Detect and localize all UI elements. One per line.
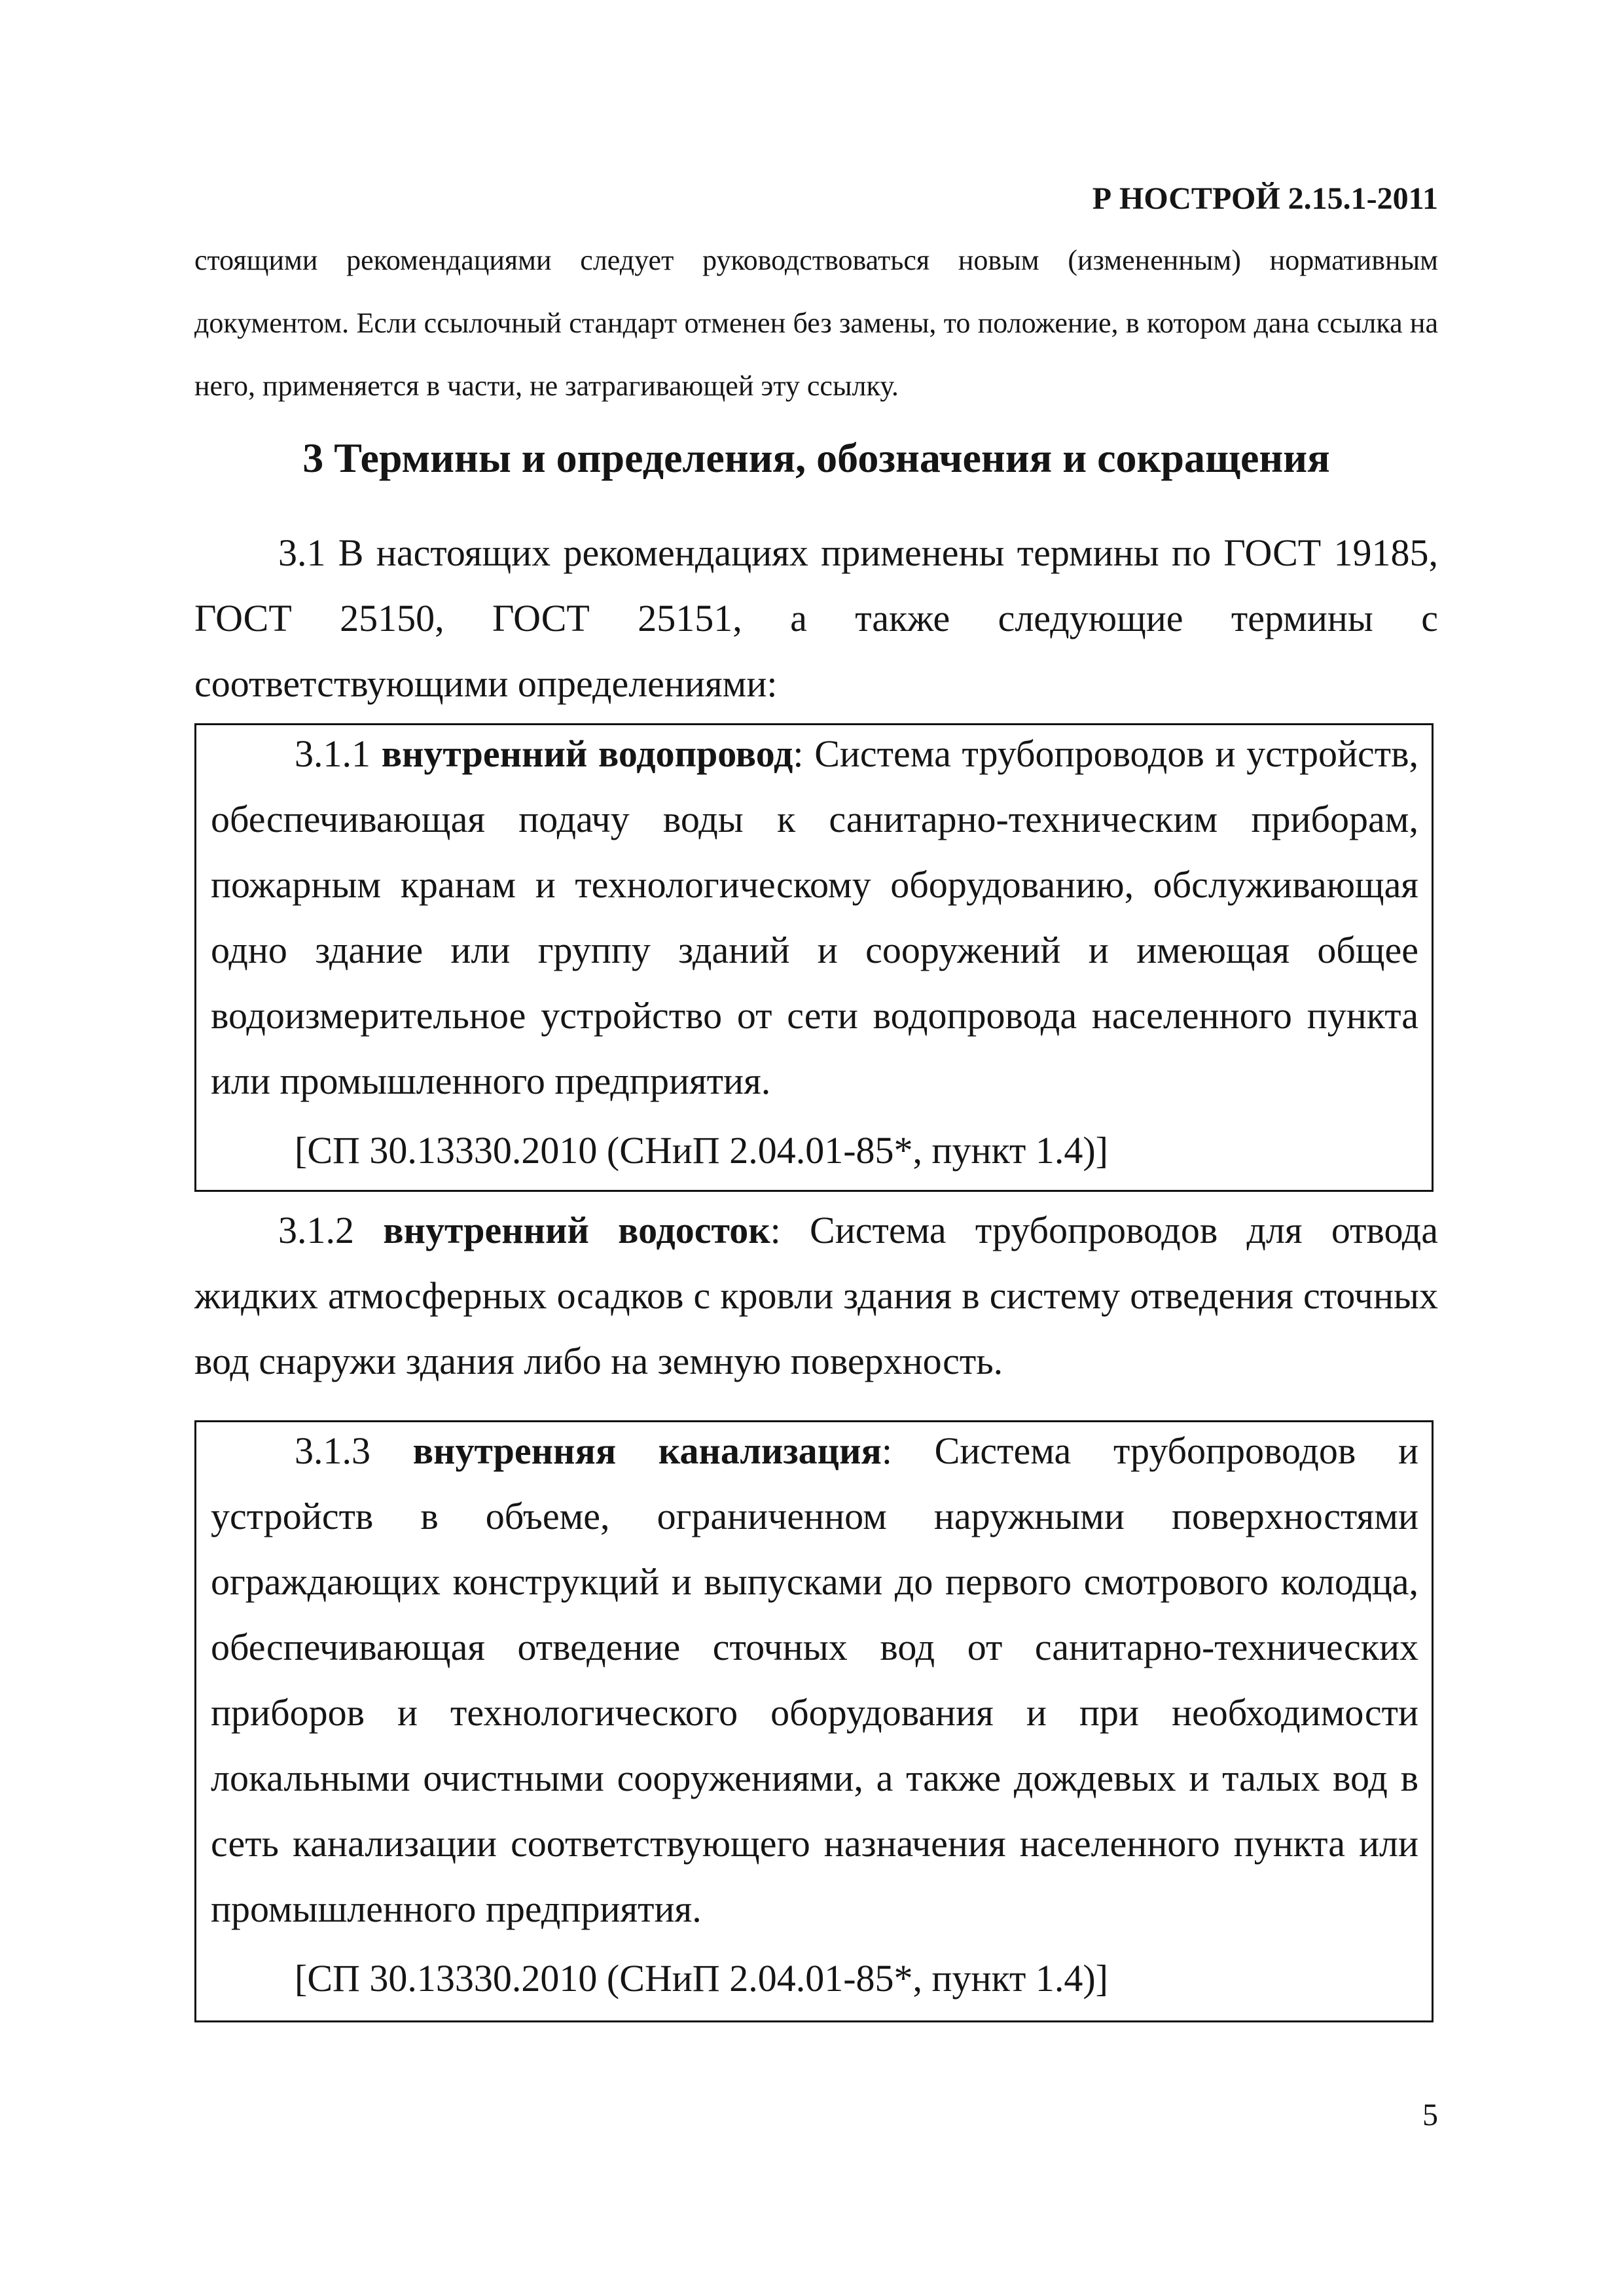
term-name: внутренний водосток: [383, 1209, 770, 1251]
term-number: 3.1.3: [295, 1429, 413, 1472]
term-number: 3.1.2: [278, 1209, 384, 1251]
intro-paragraph: стоящими рекомендациями следует руководствоваться новым (измененным) нормативным документом. Если ссылочный стандарт отменен без замены, то положение, в котором дана ссылка на него, применяется в части, не затрагивающей эту ссылку.: [194, 244, 1438, 402]
term-box-3-1-3: [194, 1420, 1434, 2022]
document-code: Р НОСТРОЙ 2.15.1-2011: [1092, 181, 1438, 216]
paragraph-3-1: [194, 520, 1438, 717]
term-source: [СП 30.13330.2010 (СНиП 2.04.01-85*, пункт 1.4)]: [295, 1129, 1108, 1172]
term-definition: : Система трубопроводов для отвода жидких атмосферных осадков с кровли здания в систему отведения сточных вод снаружи здания либо на земную поверхность.: [194, 1209, 1439, 1382]
term-box-3-1-1: [194, 723, 1434, 1192]
section-title: 3 Термины и определения, обозначения и сокращения: [302, 435, 1330, 481]
term-definition: : Система трубопроводов и устройств, обеспечивающая подачу воды к санитарно-техническим приборам, пожарным кранам и технологическому оборудованию, обслуживающая одно здание или группу зданий и сооружений и имеющая общее водоизмерительное устройство от сети водопровода населенного пункта или промышленного предприятия.: [211, 732, 1418, 1102]
term-name: внутренняя канализация: [412, 1429, 882, 1472]
term-number: 3.1.1: [295, 732, 382, 775]
term-name: внутренний водопровод: [381, 732, 793, 775]
term-3-1-3: [211, 1418, 1418, 1942]
term-definition: : Система трубопроводов и устройств в объеме, ограниченном наружными поверхностями ограждающих конструкций и выпусками до первого смотрового колодца, обеспечивающая отведение сточных вод от санитарно-технических приборов и технологического оборудования и при необходимости локальными очистными сооружениями, а также дождевых и талых вод в сеть канализации соответствующего назначения населенного пункта или промышленного предприятия.: [211, 1429, 1418, 1930]
term-source: [СП 30.13330.2010 (СНиП 2.04.01-85*, пункт 1.4)]: [295, 1957, 1108, 2000]
paragraph-3-1-text: 3.1 В настоящих рекомендациях применены термины по ГОСТ 19185, ГОСТ 25150, ГОСТ 25151, а также следующие термины с соответствующими определениями:: [194, 531, 1438, 705]
page-number: 5: [1422, 2098, 1438, 2132]
term-3-1-1: [211, 721, 1418, 1114]
term-3-1-2: [194, 1198, 1438, 1394]
